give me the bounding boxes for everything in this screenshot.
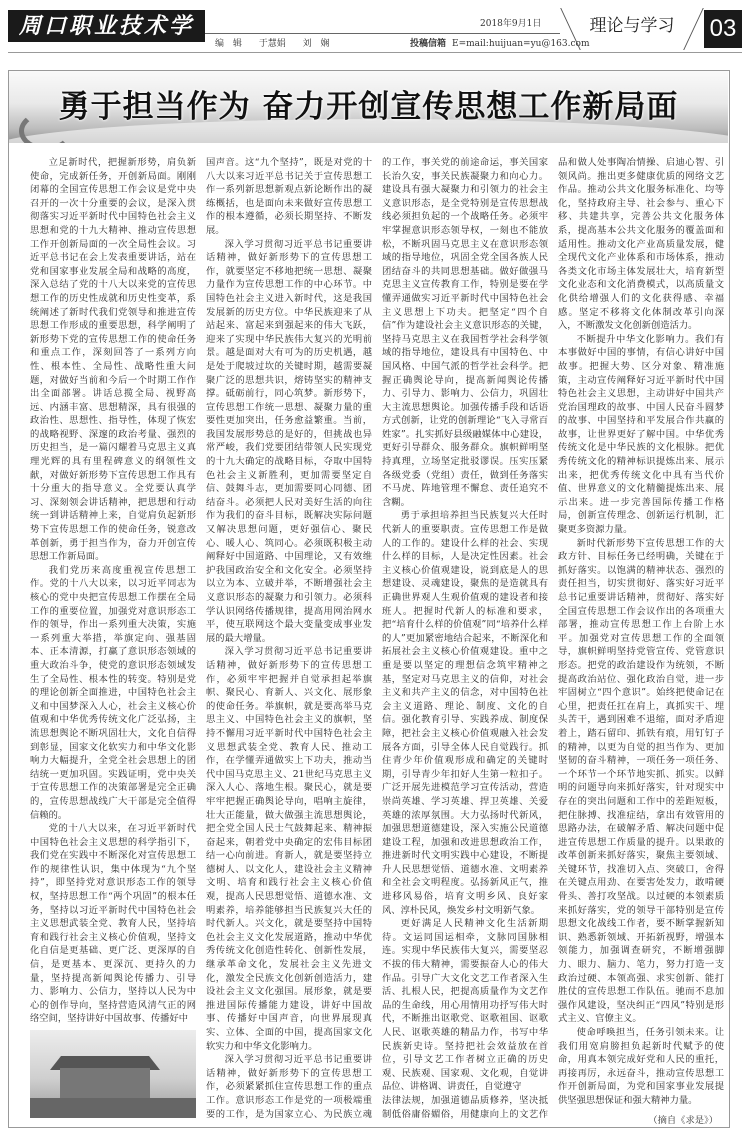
- editor-label: 编 辑: [215, 39, 242, 49]
- mail-label: 投稿信箱: [410, 39, 447, 49]
- section-name: 理论与学习: [568, 8, 696, 48]
- editor-credits: [215, 36, 338, 49]
- title-banner: [9, 71, 728, 143]
- article-paragraph: 我们党历来高度重视宣传思想工作。党的十八大以来，以习近平同志为核心的党中央把宣传思想工作摆在全局工作的重要位置，加强党对意识形态工作的领导，作出一系列重大决策，实施一系列重大举措，举旗定向、强基固本、正本清源，打赢了意识形态领域的重大政治斗争，使党的意识形态领域发生了全局性、根本性的转变。特别是党的理论创新全面推进，中国特色社会主义和中国梦深入人心，社会主义核心价值观和中华优秀传统文化广泛弘扬，主流思想舆论不断巩固壮大，文化自信得到彰显，国家文化软实力和中华文化影响力大幅提升，全党全社会思想上的团结统一更加巩固。实践证明，党中央关于宣传思想工作的决策部署是完全正确的，宣传思想战线广大干部是完全值得信赖的。: [30, 564, 196, 821]
- article-source: （摘自《求是》）: [648, 1114, 718, 1126]
- editor-name: 于慧娟: [258, 39, 286, 49]
- photo-building: [60, 1068, 150, 1098]
- issue-date: 2018年9月1日: [480, 19, 542, 29]
- article-paragraph: 深入学习贯彻习近平总书记重要讲话精神，做好新形势下的宣传思想工作，就要坚定不移地把统一思想、凝聚力量作为宣传思想工作的中心环节。中国特色社会主义进入新时代，这是我国发展新的历史方位。中华民族迎来了从站起来、富起来到强起来的伟大飞跃，迎来了实现中华民族伟大复兴的光明前景。越是面对大有可为的历史机遇，越是处于爬坡过坎的关键时期，越需要凝聚广泛的思想共识，熔铸坚实的精神支撑。砥砺前行，同心筑梦。新形势下，宣传思想工作统一思想、凝聚力量的重要性更加突出，任务愈益繁重。当前，我国发展形势总的是好的，但挑战也异常严峻，我们党要团结带领人民实现党的十九大确定的战略目标，夺取中国特色社会主义新胜利，更加需要坚定自信、鼓舞斗志，更加需要同心同德、团结奋斗。必须把人民对美好生活的向往作为我们的奋斗目标，既解决实际问题又解决思想问题，更好强信心、聚民心、暖人心、筑同心。必须既积极主动阐释好中国道路、中国理论，又有效维护我国政治安全和文化安全。必须坚持以立为本、立破并举，不断增强社会主义意识形态的凝聚力和引领力。必须科学认识网络传播规律，提高用网治网水平，使互联网这个最大变量变成事业发展的最大增量。: [206, 238, 372, 644]
- header-divider: [205, 33, 560, 34]
- submission-email: [410, 36, 590, 49]
- editor-name: 刘 娴: [302, 39, 330, 49]
- article-paragraph: 党的十八大以来，在习近平新时代中国特色社会主义思想的科学指引下，我们党在实践中不断深化对宣传思想工作的规律性认识，集中体现为“九个坚持”，即坚持党对意识形态工作的领导权，坚持思想工作“两个巩固”的根本任务，坚持以习近平新时代中国特色社会主义思想武装全党、教育人民，坚持培育和践行社会主义核心价值观，坚持文化自信是更基础、更广泛、更深厚的自信，是更基本、更深沉、更持久的力量，坚持提高新闻舆论传播力、引导力、影响力、公信力，坚持以人民为中心的创作导向，坚持营造风清气正的网络空间，坚持讲好中国故事、传播好中: [30, 823, 196, 1025]
- article-paragraph: 法律法规，加强道德品质修养，坚决抵制低俗庸俗媚俗，用健康向上的文艺作品和做人处事陶冶情操、启迪心智、引领风尚。推出更多健康优质的网络文艺作品。推动公共文化服务标准化、均等化，坚持政府主导、社会参与、重心下移、共建共享，完善公共文化服务体系，提高基本公共文化服务的覆盖面和适用性。推动文化产业高质量发展，健全现代文化产业体系和市场体系，推动各类文化市场主体发展壮大，培育新型文化业态和文化消费模式，以高质量文化供给增强人们的文化获得感、幸福感。坚定不移将文化体制改革引向深入，不断激发文化创新创造活力。: [382, 157, 724, 1120]
- article-paragraph: 更好满足人民精神文化生活新期待。文运同国运相牵，文脉同国脉相连。实现中华民族伟大复兴，需要坚忍不拔的伟大精神，需要振奋人心的伟大作品。引导广大文化文艺工作者深入生活、扎根人民，把提高质量作为文艺作品的生命线，用心用情用功抒写伟大时代，不断推出讴歌党、讴歌祖国、讴歌人民、讴歌英雄的精品力作，书写中华民族新史诗。坚持把社会效益放在首位，引导文艺工作者树立正确的历史观、民族观、国家观、文化观，自觉讲品位、讲格调、讲责任，自觉遵守: [382, 918, 548, 1093]
- article-paragraph: 勇于承担培养担当民族复兴大任时代新人的重要职责。宣传思想工作是做人的工作的。建设什么样的社会、实现什么样的目标，人是决定性因素。社会主义核心价值观建设，说到底是人的思想建设、灵魂建设，聚焦的是造就具有正确世界观人生观价值观的建设者和接班人。把握时代新人的标准和要求，把“培育什么样的价值观”同“培养什么样的人”更加紧密地结合起来，不断深化和拓展社会主义核心价值观建设。重中之重是要以坚定的理想信念筑牢精神之基，坚定对马克思主义的信仰，对社会主义和共产主义的信念，对中国特色社会主义道路、理论、制度、文化的自信。强化教育引导、实践养成、制度保障，把社会主义核心价值观融入社会发展各方面，引导全体人民自觉践行。抓住青少年价值观形成和确定的关键时期，引导青少年扣好人生第一粒扣子。广泛开展先进模范学习宣传活动，营造崇尚英雄、学习英雄、捍卫英雄、关爱英雄的浓厚氛围。大力弘扬时代新风，加强思想道德建设，深入实施公民道德建设工程，加强和改进思想政治工作，推进新时代文明实践中心建设，不断提升人民思想觉悟、道德水准、文明素养和全社会文明程度。弘扬新风正气，推进移风易俗，培育文明乡风、良好家风、淳朴民风，焕发乡村文明新气象。: [382, 510, 548, 916]
- mail-address: E=mail:huijuan=yu@163.com: [452, 39, 590, 49]
- building-photo: [30, 1030, 196, 1118]
- newspaper-logo: 周口职业技术学院: [8, 10, 205, 42]
- article-body: [30, 156, 724, 1127]
- header-rule: [8, 52, 742, 53]
- article-paragraph: 不断提升中华文化影响力。我们有本事做好中国的事情，有信心讲好中国故事。把握大势、区分对象、精准施策，主动宣传阐释好习近平新时代中国特色社会主义思想，主动讲好中国共产党治国理政的故事、中国人民奋斗圆梦的故事、中国坚持和平发展合作共赢的故事，让世界更好了解中国。中华优秀传统文化是中华民族的文化根脉。把优秀传统文化的精神标识提炼出来、展示出来，把优秀传统文化中具有当代价值、世界意义的文化精髓提炼出来、展示出来。进一步完善国际传播工作格局，创新宣传理念、创新运行机制，汇聚更多资源力量。: [558, 333, 724, 536]
- photo-ground: [30, 1098, 196, 1118]
- article-paragraph: 立足新时代，把握新形势，肩负新使命，完成新任务，开创新局面。刚刚闭幕的全国宣传思想工作会议是党中央召开的一次十分重要的会议，是深入贯彻落实习近平新时代中国特色社会主义思想和党的十九大精神、推动宣传思想工作开创新局面的一次全局性会议。习近平总书记在会上发表重要讲话，站在党和国家事业发展全局和战略的高度，深入总结了党的十八大以来党的宣传思想工作的历史性成就和历史性变革，系统阐述了新时代我们党领导和推进宣传思想工作形成的重要思想，科学阐明了新形势下党的宣传思想工作的使命任务和重点工作，深刻回答了一系列方向性、根本性、全局性、战略性重大问题，对做好当前和今后一个时期工作作出全面部署。讲话总揽全局、视野高远、内涵丰富、思想精深，具有很强的政治性、思想性、指导性，体现了恢宏的战略视野、深邃的政治考量、强烈的历史担当，是一篇闪耀着马克思主义真理光辉的具有里程碑意义的纲领性文献，对做好新形势下宣传思想工作具有十分重大的指导意义。全党要认真学习、深刻领会讲话精神，把思想和行动统一到讲话精神上来，自觉肩负起新形势下宣传思想工作的使命任务，锐意改革创新，勇于担当作为，奋力开创宣传思想工作新局面。: [30, 157, 196, 563]
- article-paragraph: 深入学习贯彻习近平总书记重要讲话精神，做好新形势下的宣传思想工作，必须紧紧抓住宣传思想工作的重点工作。意识形态工作是党的一项极端重要的工作，是为国家立心、为民族立魂的工作，事关党的前途命运，事关国家长治久安，事关民族凝聚力和向心力。建设具有强大凝聚力和引领力的社会主义意识形态，是全党特别是宣传思想战线必须担负起的一个战略任务。必须牢牢掌握意识形态领导权，一刻也不能放松，不断巩固马克思主义在意识形态领域的指导地位，巩固全党全国各族人民团结奋斗的共同思想基础。做好做强马克思主义宣传教育工作，特别是要在学懂弄通做实习近平新时代中国特色社会主义思想上下功夫。把坚定“四个自信”作为建设社会主义意识形态的关键，坚持马克思主义在我国哲学社会科学领域的指导地位，建设具有中国特色、中国风格、中国气派的哲学社会科学。把握正确舆论导向，提高新闻舆论传播力、引导力、影响力、公信力，巩固壮大主流思想舆论。加强传播手段和话语方式创新，让党的创新理论“飞入寻常百姓家”。扎实抓好县级融媒体中心建设，更好引导群众、服务群众。旗帜鲜明坚持真理，立场坚定批驳谬误。压实压紧各级党委（党组）责任，做到任务落实不马虎、阵地管理不懈怠、责任追究不含糊。: [206, 157, 548, 1120]
- article-paragraph: 使命呼唤担当，任务引领未来。让我们用宽肩膀担负起新时代赋予的使命，用真本领完成好党和人民的重托，再接再厉，永远奋斗，推动宣传思想工作开创新局面，为党和国家事业发展提供坚强思想保证和强大精神力量。: [558, 1027, 724, 1106]
- article-paragraph: 深入学习贯彻习近平总书记重要讲话精神，做好新形势下的宣传思想工作，必须牢牢把握并自觉承担起举旗帜、聚民心、育新人、兴文化、展形象的使命任务。举旗帜，就是要高举马克思主义、中国特色社会主义的旗帜，坚持不懈用习近平新时代中国特色社会主义思想武装全党、教育人民、推动工作，在学懂弄通做实上下功夫，推动当代中国马克思主义、21世纪马克思主义深入人心、落地生根。聚民心，就是要牢牢把握正确舆论导向，唱响主旋律，壮大正能量，做大做强主流思想舆论，把全党全国人民士气鼓舞起来、精神振奋起来，朝着党中央确定的宏伟目标团结一心向前进。育新人，就是要坚持立德树人、以文化人，建设社会主义精神文明、培育和践行社会主义核心价值观，提高人民思想觉悟、道德水准、文明素养，培养能够担当民族复兴大任的时代新人。兴文化，就是要坚持中国特色社会主义文化发展道路，推动中华优秀传统文化创造性转化、创新性发展，继承革命文化，发展社会主义先进文化，激发全民族文化创新创造活力，建设社会主义文化强国。展形象，就是要推进国际传播能力建设，讲好中国故事、传播好中国声音，向世界展现真实、立体、全面的中国，提高国家文化软实力和中华文化影响力。: [206, 646, 372, 1052]
- article-paragraph: 新时代新形势下宣传思想工作的大政方针、目标任务已经明确，关键在于抓好落实。以饱满的精神状态、强烈的责任担当，切实贯彻好、落实好习近平总书记重要讲话精神，贯彻好、落实好全国宣传思想工作会议作出的各项重大部署，推动宣传思想工作上台阶上水平。加强党对宣传思想工作的全面领导，旗帜鲜明坚持党管宣传、党管意识形态。把党的政治建设作为统领，不断提高政治站位、强化政治自觉，进一步牢固树立“四个意识”。始终把使命记在心里，把责任扛在肩上，真抓实干、埋头苦干，遇到困难不退缩，面对矛盾迎着上，踏石留印、抓铁有痕，用钉钉子的精神，以更为自觉的担当作为、更加坚韧的奋斗精神，一项任务一项任务、一个环节一个环节地实抓、抓实。以鲜明的问题导向来抓好落实，针对现实中存在的突出问题和工作中的差距短板，把住脉搏、找准症结，拿出有效管用的思路办法，在破解矛盾、解决问题中促进宣传思想工作质量的提升。以果敢的改革创新来抓好落实，聚焦主要领域、关键环节，找准切入点、突破口，舍得在关键点用劲、在要害处发力，敢啃硬骨头、善打攻坚战。以过硬的本领素质来抓好落实，党的领导干部特别是宣传思想文化战线工作者，要不断掌握新知识、熟悉新领域、开拓新视野，增强本领能力，加强调查研究，不断增强脚力、眼力、脑力、笔力，努力打造一支政治过硬、本领高强、求实创新、能打胜仗的宣传思想工作队伍。驰而不息加强作风建设，坚决纠正“四风”特别是形式主义、官僚主义。: [558, 537, 724, 1025]
- article-title: 勇于担当作为 奋力开创宣传思想工作新局面: [58, 89, 679, 125]
- page-number: 03: [704, 10, 742, 48]
- article-paragraph: 国声音。这“九个坚持”，既是对党的十八大以来习近平总书记关于宣传思想工作一系列新思想新观点新论断作出的凝练概括，也是面向未来做好宣传思想工作的根本遵循，必须长期坚持、不断发展。: [206, 157, 372, 236]
